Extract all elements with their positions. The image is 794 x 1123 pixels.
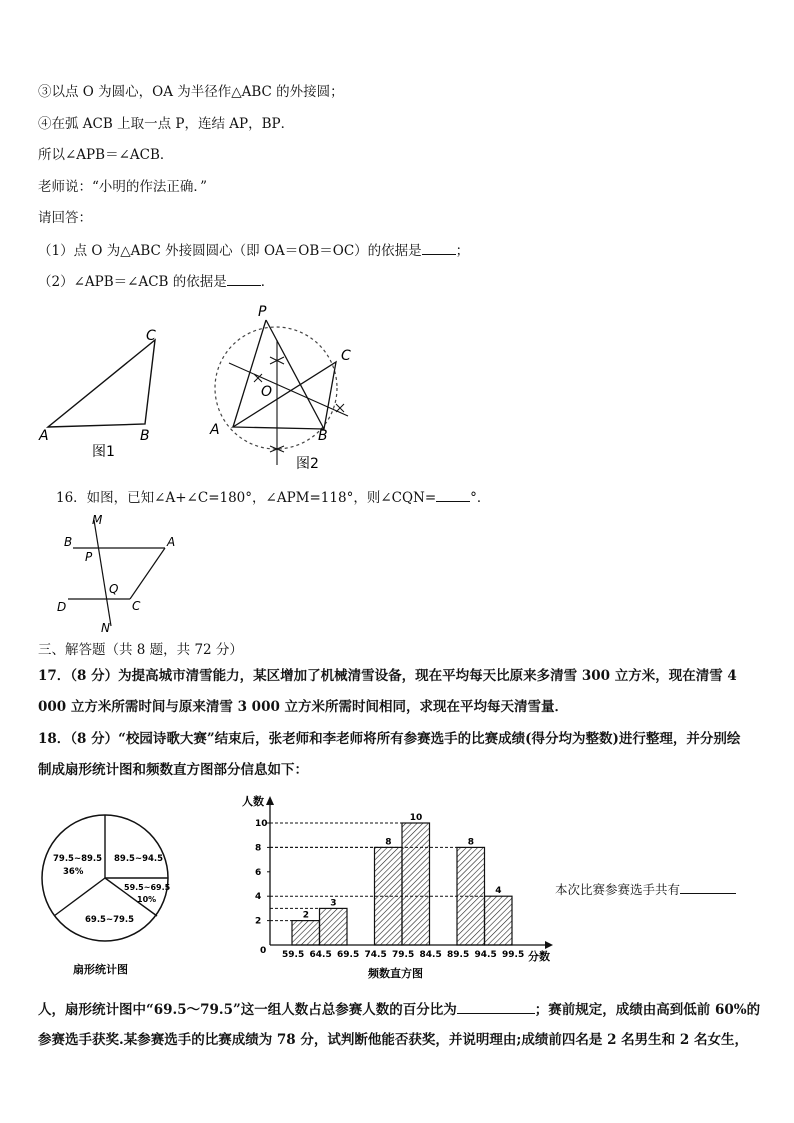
fig16-label-d: D (57, 600, 67, 614)
fig2-label-a: A (210, 422, 220, 438)
text-line-step4: ④在弧 ACB 上取一点 P，连结 AP，BP． (38, 116, 295, 132)
bar-data-label: 8 (385, 837, 392, 848)
x-tick-label: 84.5 (419, 950, 442, 960)
answer-blank-18-percent[interactable] (457, 1000, 535, 1014)
fig16-label-b: B (64, 535, 73, 549)
fig16-label-p: P (85, 550, 93, 564)
pie-slice-label: 79.5~89.5 (53, 854, 103, 864)
segment-ac (130, 548, 165, 599)
question-16 (56, 488, 490, 507)
fig2-label-c: C (341, 348, 351, 364)
section-3-heading: 三、解答题（共 8 题，共 72 分） (38, 642, 243, 658)
figure-16 (50, 510, 190, 635)
histogram-bar (320, 908, 348, 945)
pie-chart (35, 810, 185, 980)
x-tick-label: 94.5 (474, 950, 497, 960)
question-1-suffix: ； (455, 243, 470, 259)
perpendicular-bisector-bc (229, 363, 348, 416)
histogram-bar (292, 921, 320, 945)
x-axis-label: 分数 (528, 950, 550, 963)
fig16-label-c: C (132, 599, 141, 613)
fig16-label-n: N (101, 621, 110, 635)
pie-slice-pct: 10% (137, 895, 157, 904)
y-tick-label: 4 (255, 892, 262, 903)
figure-2 (200, 300, 360, 472)
triangle-abc (48, 340, 155, 427)
fig1-label-a: A (39, 428, 49, 444)
pie-caption: 扇形统计图 (73, 963, 128, 976)
fig2-label-b: B (318, 428, 328, 444)
x-tick-label: 59.5 (282, 950, 305, 960)
x-tick-label: 89.5 (447, 950, 470, 960)
x-tick-label: 69.5 (337, 950, 360, 960)
histogram-bar (402, 823, 430, 945)
question-18-line-4: 参赛选手获奖.某参赛选手的比赛成绩为 78 分，试判断他能否获奖，并说明理由;成绩前四名是 2 名男生和 2 名女生， (38, 1032, 748, 1048)
y-tick-label: 10 (255, 819, 268, 829)
y-tick-label: 2 (255, 916, 262, 927)
x-tick-label: 99.5 (502, 950, 525, 960)
histogram-bar (457, 847, 485, 945)
answer-blank-1[interactable] (422, 241, 456, 255)
transversal-mn (94, 520, 111, 626)
question-16-suffix: °． (470, 490, 491, 506)
text-line-conclusion: 所以∠APB＝∠ACB． (38, 147, 174, 163)
question-2-suffix: ． (260, 274, 275, 290)
histogram-title: 频数直方图 (368, 967, 423, 980)
x-tick-label: 74.5 (364, 950, 387, 960)
question-1 (38, 241, 469, 260)
bar-data-label: 8 (467, 837, 475, 848)
bar-data-label: 10 (409, 813, 423, 823)
histogram-bar (375, 847, 403, 945)
fig1-caption: 图1 (92, 444, 115, 460)
fig1-label-c: C (146, 328, 156, 344)
question-18-line-2: 制成扇形统计图和频数直方图部分信息如下： (38, 762, 308, 778)
segment-ap (233, 320, 266, 427)
y-tick-label: 8 (255, 843, 262, 854)
fig2-label-p: P (258, 304, 267, 320)
pie-slice-pct: 36% (63, 867, 84, 877)
question-16-text: 16．如图，已知∠A+∠C=180°，∠APM=118°，则∠CQN= (56, 490, 437, 506)
histogram (240, 785, 560, 985)
x-tick-label: 64.5 (309, 950, 332, 960)
question-2-text: （2）∠APB＝∠ACB 的依据是 (38, 274, 227, 290)
text-line-teacher: 老师说：“小明的作法正确．” (38, 179, 208, 195)
question-18-line-1: 18．（8 分）“校园诗歌大赛”结束后，张老师和李老师将所有参赛选手的比赛成绩(得分均为整数)进行整理，并分别绘 (38, 731, 741, 747)
fig16-label-q: Q (109, 582, 119, 596)
pie-slice-label: 89.5~94.5 (114, 854, 164, 864)
y-tick-label: 6 (255, 867, 262, 878)
question-18-line-3-text: 人，扇形统计图中“69.5～79.5”这一组人数占总参赛人数的百分比为 (38, 1002, 457, 1018)
question-17-line-1: 17．（8 分）为提高城市清雪能力，某区增加了机械清雪设备，现在平均每天比原来多清雪 300 立方米，现在清雪 4 (38, 668, 737, 684)
bar-data-label: 2 (302, 910, 310, 921)
y-axis-arrow (266, 796, 274, 805)
question-18-side (555, 880, 736, 899)
fig16-label-m: M (92, 513, 103, 527)
question-2 (38, 272, 274, 291)
origin-label: 0 (260, 946, 267, 956)
answer-blank-16[interactable] (436, 488, 470, 502)
question-18-line-3 (38, 1000, 760, 1019)
question-18-side-text: 本次比赛参赛选手共有 (555, 882, 681, 897)
fig2-caption: 图2 (296, 456, 319, 472)
x-axis-arrow (545, 941, 553, 949)
answer-blank-18-total[interactable] (680, 880, 736, 894)
bar-data-label: 3 (330, 898, 337, 909)
pie-slice-label: 59.5~69.5 (124, 883, 171, 892)
question-1-text: （1）点 O 为△ABC 外接圆圆心（即 OA＝OB＝OC）的依据是 (38, 243, 422, 259)
question-17-line-2: 000 立方米所需时间与原来清雪 3 000 立方米所需时间相同，求现在平均每天清雪量． (38, 699, 569, 715)
answer-blank-2[interactable] (227, 272, 261, 286)
fig1-label-b: B (140, 428, 150, 444)
text-line-step3: ③以点 O 为圆心，OA 为半径作△ABC 的外接圆； (38, 84, 344, 100)
fig2-label-o: O (261, 384, 273, 400)
x-tick-label: 79.5 (392, 950, 415, 960)
question-18-line-3-suffix: ；赛前规定，成绩由高到低前 60%的 (534, 1002, 761, 1018)
y-axis-label: 人数 (242, 795, 264, 808)
text-line-please-answer: 请回答： (38, 210, 92, 226)
histogram-bars (292, 823, 512, 945)
histogram-bar (485, 896, 513, 945)
bar-data-label: 4 (495, 886, 502, 897)
pie-slice-label: 69.5~79.5 (85, 915, 135, 925)
figure-1 (30, 322, 180, 462)
fig16-label-a: A (167, 535, 176, 549)
